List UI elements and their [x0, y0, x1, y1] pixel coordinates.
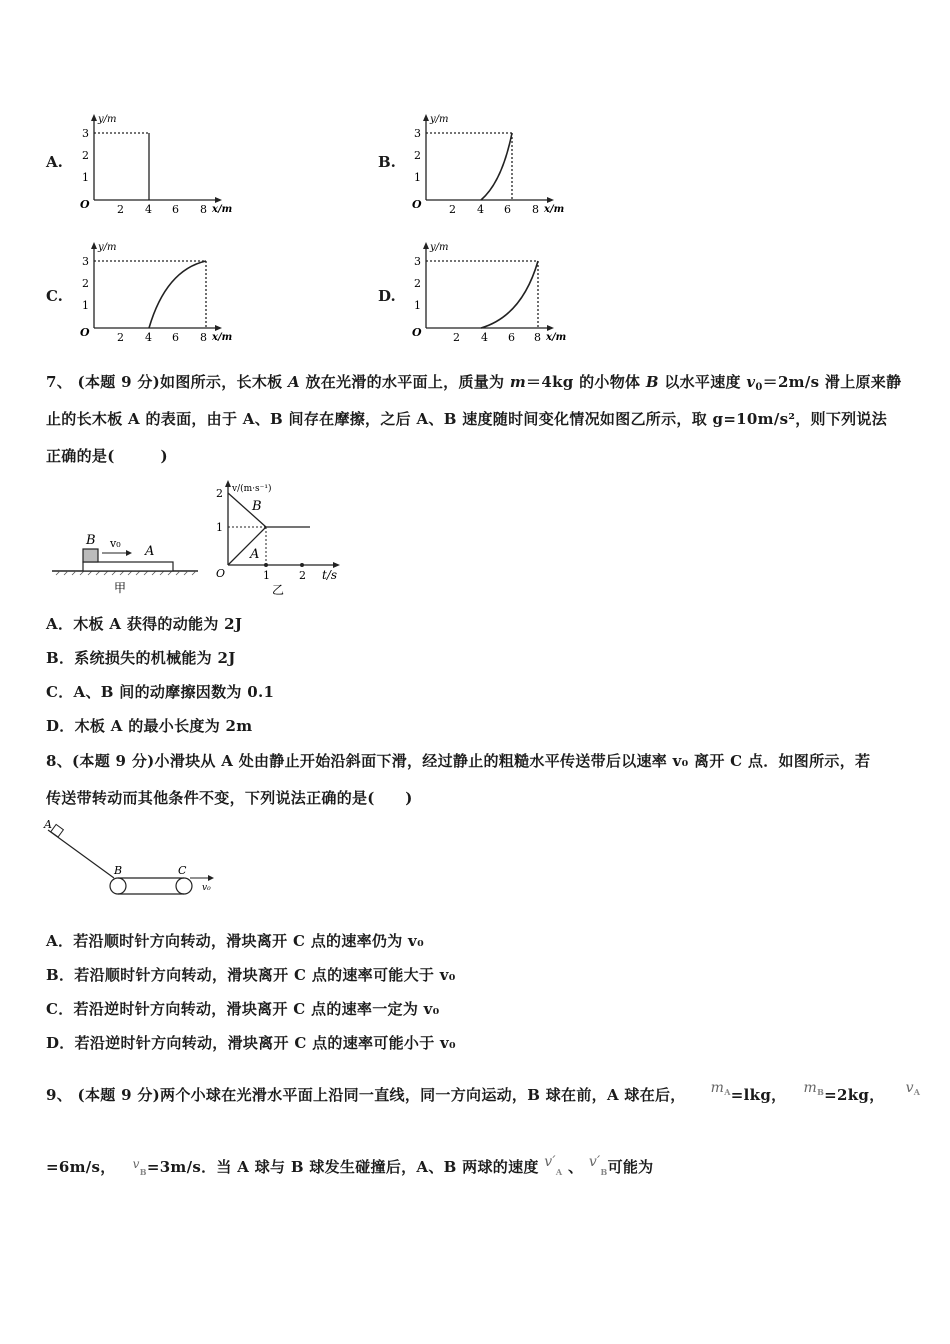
q7-option-c: C．A、B 间的动摩擦因数为 0.1	[46, 683, 275, 701]
x-label: x/m	[212, 332, 233, 343]
q7-figure-jia	[50, 528, 200, 598]
ytick-3: 3	[414, 127, 421, 140]
ytick-2: 2	[414, 149, 421, 162]
curve	[481, 261, 538, 328]
option-c-label: C.	[46, 287, 63, 305]
origin: O	[216, 567, 226, 580]
y-label: y/m	[430, 242, 449, 253]
origin: O	[80, 326, 90, 339]
q8-option-d: D．若沿逆时针方向转动，滑块离开 C 点的速率可能小于 v₀	[46, 1034, 456, 1052]
curve	[481, 133, 512, 200]
ytick-3: 3	[82, 127, 89, 140]
y-label: y/m	[98, 114, 117, 125]
option-b-label: B.	[378, 153, 396, 171]
xtick-4: 4	[145, 203, 152, 216]
q9-line1: 9、 (本题 9 分)两个小球在光滑水平面上沿同一直线，同一方向运动，B 球在前，A 球在后， $m^A=lkg$， $m^B=2kg$， $v^A$	[46, 1080, 921, 1104]
pulley-b	[110, 878, 126, 894]
q8-option-c: C．若沿逆时针方向转动，滑块离开 C 点的速率一定为 v₀	[46, 1000, 440, 1018]
x-label: t/s	[322, 568, 338, 582]
block-b	[83, 549, 98, 562]
xtick-1: 1	[263, 569, 270, 582]
q8-option-a: A．若沿顺时针方向转动，滑块离开 C 点的速率仍为 v₀	[46, 932, 424, 950]
label-a: A	[145, 544, 155, 559]
slider-block	[51, 824, 64, 837]
origin: O	[412, 198, 422, 211]
q8-figure-conveyor	[40, 818, 230, 900]
label-b: B	[252, 499, 262, 514]
q7-line1: 7、 (本题 9 分)如图所示，长木板 A 放在光滑的水平面上，质量为 m＝4kg 的小物体 B 以水平速度 $v_0=2m/s$ 滑上原来静	[46, 373, 902, 393]
ytick-3: 3	[82, 255, 89, 268]
q7-option-b: B．系统损失的机械能为 2J	[46, 649, 236, 667]
graph-option-c	[72, 240, 252, 344]
label-b: B	[86, 533, 96, 548]
ytick-2: 2	[82, 149, 89, 162]
option-a-label: A.	[46, 153, 63, 171]
ytick-1: 1	[82, 299, 89, 312]
q7-line3: 正确的是( )	[46, 447, 168, 465]
xtick-8: 8	[534, 331, 541, 344]
xtick-6: 6	[508, 331, 515, 344]
ytick-1: 1	[82, 171, 89, 184]
ytick-1: 1	[414, 171, 421, 184]
q7-line2: 止的长木板 A 的表面，由于 A、B 间存在摩擦，之后 A、B 速度随时间变化情况如图乙所示，取 g=10m/s²，则下列说法	[46, 410, 888, 428]
q7-option-d: D．木板 A 的最小长度为 2m	[46, 717, 253, 735]
xtick-6: 6	[172, 203, 179, 216]
label-c: C	[178, 864, 187, 877]
y-label: v/(m·s⁻¹)	[232, 484, 272, 494]
xtick-8: 8	[532, 203, 539, 216]
board-a	[83, 562, 173, 571]
xtick-2: 2	[299, 569, 306, 582]
q7-option-a: A．木板 A 获得的动能为 2J	[46, 615, 243, 633]
q8-line1: 8、(本题 9 分)小滑块从 A 处由静止开始沿斜面下滑，经过静止的粗糙水平传送带后以速率 v₀ 离开 C 点．如图所示，若	[46, 752, 871, 770]
label-b: B	[114, 864, 123, 877]
origin: O	[412, 326, 422, 339]
graph-option-a	[72, 112, 252, 216]
xtick-6: 6	[504, 203, 511, 216]
ytick-2: 2	[82, 277, 89, 290]
graph-option-d	[404, 240, 584, 344]
label-v0: v₀	[202, 883, 211, 893]
ytick-1: 1	[216, 521, 223, 534]
xtick-4: 4	[481, 331, 488, 344]
ytick-2: 2	[216, 487, 223, 500]
x-label: x/m	[212, 204, 233, 215]
y-label: y/m	[430, 114, 449, 125]
q8-line2: 传送带转动而其他条件不变，下列说法正确的是( )	[46, 789, 413, 807]
q9-line2: =6m/s， $^v_B$=3m/s．当 A 球与 B 球发生碰撞后，A、B 两球的速度 $v'_A$ 、 $v'_B$可能为	[46, 1154, 654, 1177]
pulley-c	[176, 878, 192, 894]
curve	[149, 261, 206, 328]
xtick-2: 2	[453, 331, 460, 344]
origin: O	[80, 198, 90, 211]
xtick-6: 6	[172, 331, 179, 344]
caption-yi: 乙	[272, 583, 285, 597]
xtick-2: 2	[117, 331, 124, 344]
xtick-2: 2	[449, 203, 456, 216]
option-d-label: D.	[378, 287, 396, 305]
caption-jia: 甲	[114, 581, 127, 595]
x-label: x/m	[544, 204, 565, 215]
xtick-4: 4	[145, 331, 152, 344]
xtick-2: 2	[117, 203, 124, 216]
label-v0: v₀	[110, 537, 121, 550]
graph-option-b	[404, 112, 584, 216]
label-a: A	[250, 547, 260, 562]
y-label: y/m	[98, 242, 117, 253]
label-a: A	[44, 818, 52, 831]
q8-option-b: B．若沿顺时针方向转动，滑块离开 C 点的速率可能大于 v₀	[46, 966, 456, 984]
x-label: x/m	[546, 332, 567, 343]
q7-figure-yi	[210, 475, 350, 600]
ytick-1: 1	[414, 299, 421, 312]
line-a	[228, 527, 266, 565]
ytick-3: 3	[414, 255, 421, 268]
xtick-8: 8	[200, 203, 207, 216]
ytick-2: 2	[414, 277, 421, 290]
xtick-4: 4	[477, 203, 484, 216]
xtick-8: 8	[200, 331, 207, 344]
